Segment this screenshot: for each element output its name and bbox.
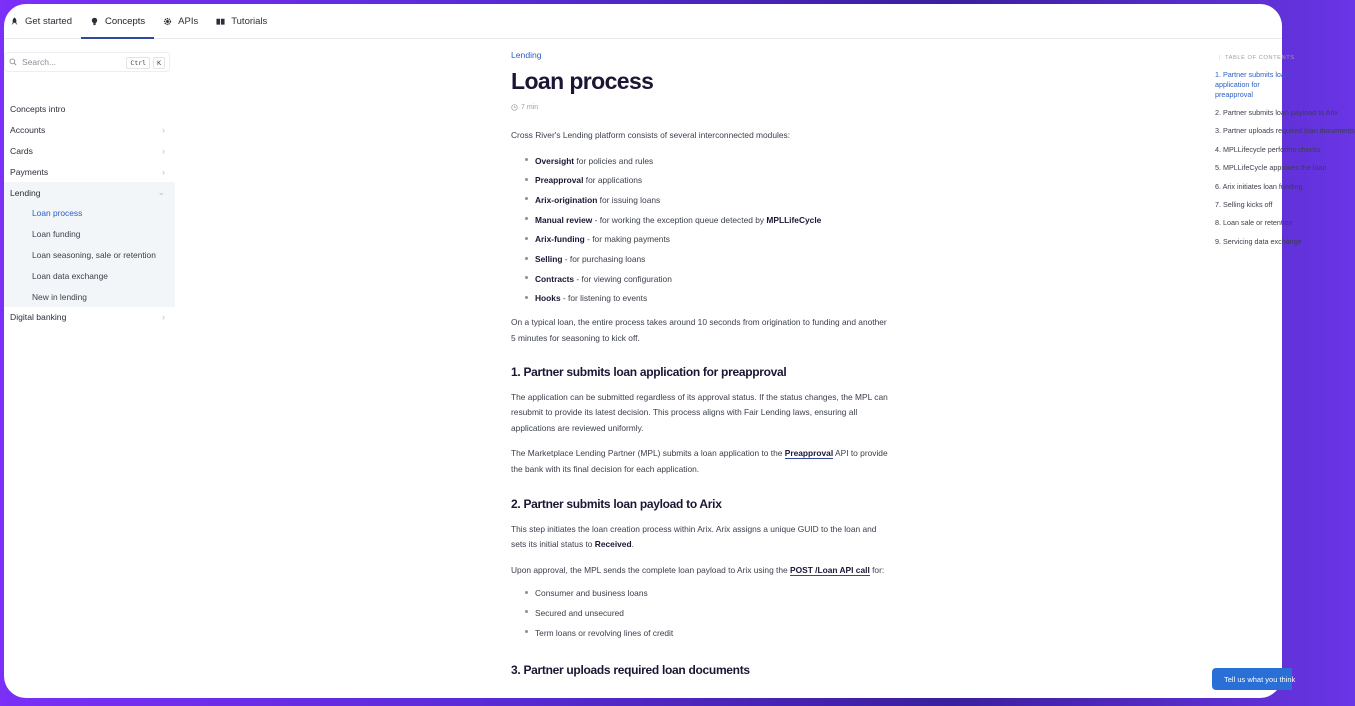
sidebar-item-payments[interactable] <box>4 161 175 182</box>
chevron-right-icon: › <box>162 125 165 136</box>
toc-header <box>1215 54 1295 61</box>
section-heading-3: 3. Partner uploads required loan documents <box>511 663 750 678</box>
sidebar-subitem-new-in-lending[interactable] <box>4 286 175 307</box>
clock-icon <box>511 104 518 111</box>
status-received: Received <box>594 539 632 550</box>
toc-item-8[interactable]: 8. Loan sale or retention <box>1215 218 1293 228</box>
preapproval-link[interactable]: Preapproval <box>784 448 834 459</box>
article-body <box>511 128 891 679</box>
toc-item-4[interactable]: 4. MPLLifecycle performs checks <box>1215 144 1321 154</box>
sidebar-subitem-loan-seasoning[interactable] <box>4 245 175 266</box>
module-desc: - for purchasing loans <box>562 254 646 265</box>
module-name: Manual review <box>535 214 593 225</box>
toc-item-9[interactable]: 9. Servicing data exchange <box>1215 236 1302 246</box>
toc-item-6[interactable]: 6. Arix initiates loan funding <box>1215 181 1303 191</box>
toc-item-3[interactable]: 3. Partner uploads required loan documents <box>1215 126 1355 136</box>
s1-p2-post: API to provide the bank with its final decision for each application. <box>511 448 888 474</box>
section-heading-2: 2. Partner submits loan payload to Arix <box>511 497 722 512</box>
s1-p2-pre: The Marketplace Lending Partner (MPL) submits a loan application to the <box>511 448 785 459</box>
sidebar <box>4 38 175 698</box>
typical-paragraph: On a typical loan, the entire process takes around 10 seconds from origination to funding and another 5 minutes for seasoning to kick off. <box>511 317 887 343</box>
list-item <box>511 211 891 231</box>
sidebar-subitem-label: Loan funding <box>32 229 81 240</box>
search-placeholder: Search... <box>22 57 57 67</box>
feedback-button[interactable]: Tell us what you think <box>1212 668 1292 690</box>
module-name: Arix-funding <box>535 234 585 245</box>
s2-p2-pre: Upon approval, the MPL sends the complete loan payload to Arix using the <box>511 564 791 575</box>
sidebar-subitem-label: Loan seasoning, sale or retention <box>32 249 156 260</box>
list-item: Secured and unsecured <box>511 604 891 624</box>
tab-label: Tutorials <box>231 15 268 27</box>
module-name: Arix-origination <box>535 194 598 205</box>
toc-item-2[interactable]: 2. Partner submits loan payload to Arix <box>1215 108 1339 117</box>
sidebar-subitem-label: Loan data exchange <box>32 270 108 281</box>
sidebar-group-lending <box>4 182 175 307</box>
sidebar-item-label: Digital banking <box>10 312 67 323</box>
tab-concepts[interactable] <box>81 4 154 38</box>
toc-item-7[interactable]: 7. Selling kicks off <box>1215 199 1273 209</box>
search-icon <box>9 58 17 66</box>
sidebar-item-accounts[interactable] <box>4 120 175 141</box>
sidebar-subitem-label: New in lending <box>32 291 87 302</box>
chevron-right-icon: › <box>162 166 165 177</box>
list-item <box>511 250 891 270</box>
s2-p1-post: . <box>631 539 634 550</box>
module-name: Hooks <box>535 293 561 304</box>
module-desc: for policies and rules <box>574 155 654 166</box>
sidebar-item-concepts-intro[interactable] <box>4 99 175 120</box>
tab-label: Concepts <box>105 15 146 27</box>
sidebar-subitem-loan-process[interactable] <box>4 203 175 224</box>
loan-types-list <box>511 584 891 643</box>
sidebar-item-digital-banking[interactable] <box>4 307 175 328</box>
tab-label: Get started <box>25 15 72 27</box>
chevron-right-icon: › <box>162 312 165 323</box>
module-extra: MPLLifeCycle <box>766 214 822 225</box>
list-item <box>511 230 891 250</box>
module-desc: for applications <box>583 175 643 186</box>
module-name: Selling <box>535 254 563 265</box>
sidebar-item-label: Accounts <box>10 125 46 136</box>
list-item <box>511 191 891 211</box>
sidebar-item-cards[interactable] <box>4 141 175 162</box>
module-name: Contracts <box>535 273 575 284</box>
s2-paragraph-1 <box>511 522 891 553</box>
read-time-text: 7 min <box>521 104 539 111</box>
page-title: Loan process <box>511 68 654 94</box>
module-name: Preapproval <box>535 175 584 186</box>
list-item: Consumer and business loans <box>511 584 891 604</box>
book-icon <box>216 17 225 26</box>
module-name: Oversight <box>535 155 575 166</box>
sidebar-item-label: Concepts intro <box>10 104 66 115</box>
tab-tutorials[interactable] <box>207 4 276 38</box>
app-window <box>4 4 1355 698</box>
chevron-right-icon: › <box>162 145 165 156</box>
toc-item-1[interactable]: 1. Partner submits loan application for preapproval <box>1215 70 1289 99</box>
s2-p1-pre: This step initiates the loan creation process within Arix. Arix assigns a unique GUID to the loan and sets its initial status to <box>511 523 877 550</box>
module-desc: - for working the exception queue detected by <box>592 214 767 225</box>
shortcut-key: K <box>153 57 165 69</box>
chevron-down-icon: ⌄ <box>157 187 165 198</box>
sidebar-subitem-loan-data-exchange[interactable] <box>4 265 175 286</box>
list-item <box>511 152 891 172</box>
gear-icon <box>163 17 172 26</box>
s2-paragraph-2 <box>511 563 891 579</box>
read-time <box>511 104 538 111</box>
toc-item-5[interactable]: 5. MPLLifeCycle approves the loan <box>1215 163 1327 173</box>
list-item: Term loans or revolving lines of credit <box>511 624 891 644</box>
s1-paragraph-2 <box>511 446 891 477</box>
intro-paragraph: Cross River's Lending platform consists of several interconnected modules: <box>511 130 791 140</box>
tab-apis[interactable] <box>154 4 207 38</box>
search-input[interactable] <box>4 52 170 72</box>
list-item <box>511 171 891 191</box>
toc-header-label: TABLE OF CONTENTS <box>1225 54 1295 61</box>
toc-divider: | <box>1219 54 1222 61</box>
s1-paragraph-1: The application can be submitted regardless of its approval status. If the status changes, the MPL can resubmit to provide its latest decision. This process aligns with Fair Lending laws, ensuring all applications are reviewed uniformly. <box>511 391 888 433</box>
sidebar-nav <box>4 99 175 328</box>
sidebar-item-label: Payments <box>10 166 49 177</box>
module-desc: - for viewing configuration <box>574 273 672 284</box>
section-heading-1: 1. Partner submits loan application for preapproval <box>511 365 787 380</box>
rocket-icon <box>10 17 19 26</box>
s2-p2-post: for: <box>869 564 885 575</box>
lightbulb-icon <box>90 17 99 26</box>
breadcrumb[interactable]: Lending <box>511 50 542 60</box>
module-desc: - for listening to events <box>560 293 648 304</box>
sidebar-item-lending[interactable] <box>4 182 175 203</box>
list-item <box>511 289 891 309</box>
shortcut-ctrl: Ctrl <box>126 57 150 69</box>
table-of-contents <box>1215 54 1355 251</box>
top-navigation <box>4 4 1282 39</box>
keyboard-shortcut <box>126 57 165 69</box>
module-desc: - for making payments <box>584 234 670 245</box>
sidebar-item-label: Lending <box>10 187 41 198</box>
tab-label: APIs <box>178 15 199 27</box>
post-loan-api-link[interactable]: POST /Loan API call <box>790 564 870 575</box>
tab-get-started[interactable] <box>4 4 81 38</box>
module-desc: for issuing loans <box>597 194 661 205</box>
modules-list <box>511 152 891 310</box>
sidebar-subitem-loan-funding[interactable] <box>4 224 175 245</box>
sidebar-item-label: Cards <box>10 145 33 156</box>
list-item <box>511 270 891 290</box>
sidebar-subitem-label: Loan process <box>32 208 83 219</box>
